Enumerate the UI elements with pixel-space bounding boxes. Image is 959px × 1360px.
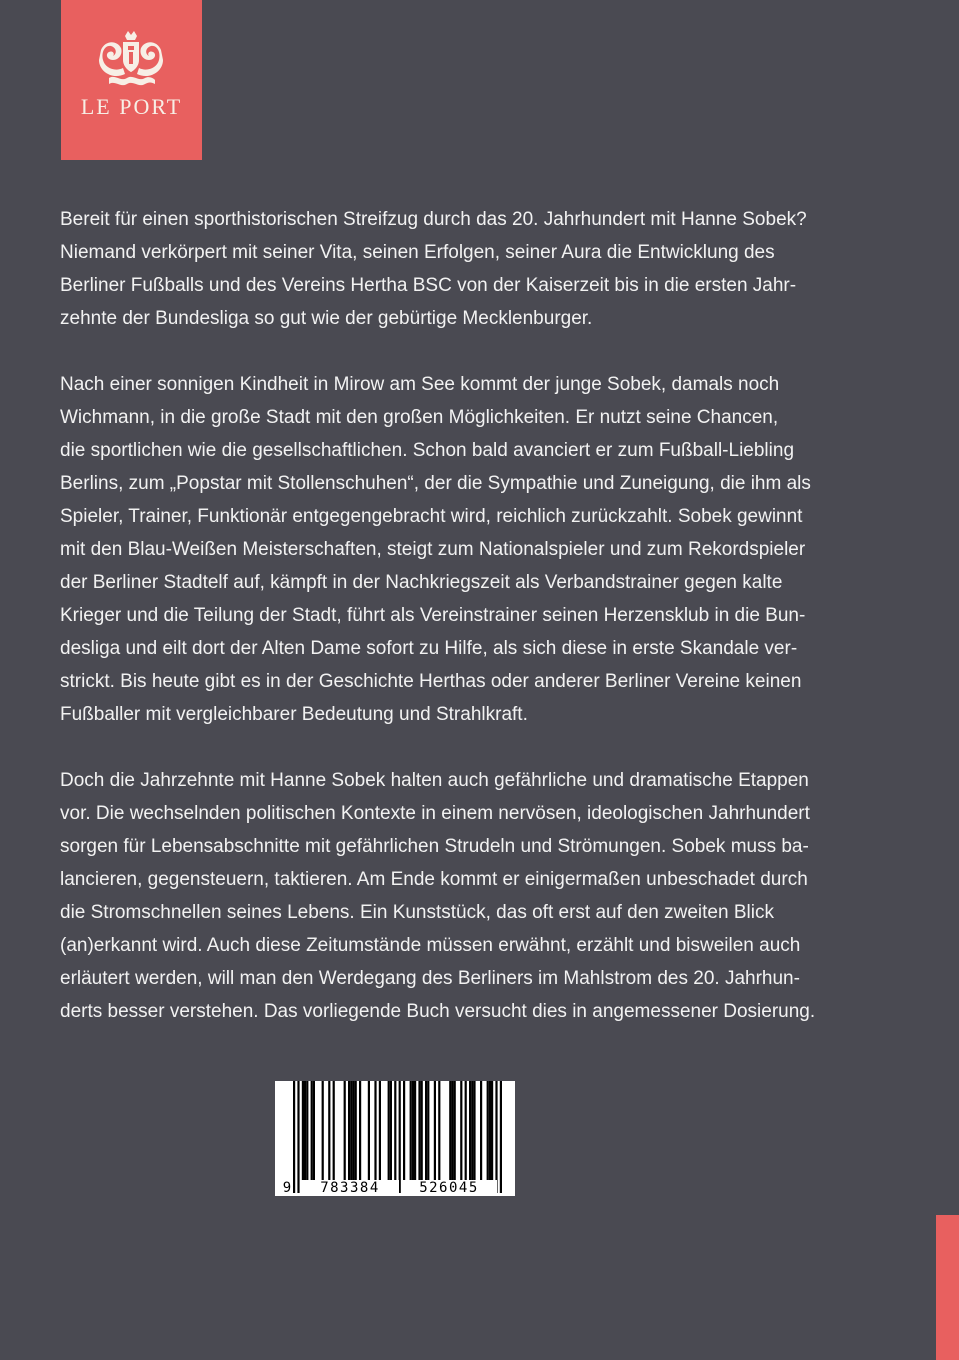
barcode-bar [374,1081,376,1180]
barcode-bar [460,1081,462,1180]
barcode-first-digit: 9 [282,1180,292,1196]
blurb-paragraph-1: Bereit für einen sporthistorischen Streifzug durch das 20. Jahrhundert mit Hanne Sobek? Niemand verkörpert mit seiner Vita, seinen Erfolgen, seiner Aura die Entwicklung des Berliner Fußballs und des Vereins Hertha BSC von der Kaiserzeit bis in die ersten Jahr- zehnte der Bundesliga so gut wie der gebürtige Mecklenburger. [60,209,807,329]
barcode-guard-bar [495,1081,497,1193]
barcode-bar [425,1081,427,1180]
barcode-bar [333,1081,335,1180]
barcode-bar [427,1081,429,1180]
ship-emblem-icon [95,30,167,90]
barcode-bar [465,1081,467,1180]
publisher-logo [61,0,202,160]
barcode-guard-bar [293,1081,295,1193]
barcode-bar [434,1081,436,1180]
barcode-bar [311,1081,313,1180]
barcode-bar [489,1081,491,1180]
barcode-bar [471,1081,473,1180]
barcode-bar [487,1081,489,1180]
barcode-guard-bar [394,1081,396,1193]
barcode-bar [491,1081,493,1180]
barcode-bars [275,1081,515,1196]
barcode-bar [328,1081,330,1180]
barcode-bar [454,1081,456,1180]
isbn-barcode [275,1081,515,1196]
barcode-bar [322,1081,324,1180]
barcode-bar [348,1081,350,1180]
blurb-paragraph-2: Nach einer sonnigen Kindheit in Mirow am See kommt der junge Sobek, damals noch Wichmann, in die große Stadt mit den großen Möglichkeiten. Er nutzt seine Chancen, die sportlichen wie die gesellschaftlichen. Schon bald avanciert er zum Fußball-Liebling Berlins, zum „Popstar mit Stollenschuhen“, der die Sympathie und Zuneigung, die ihm als Spieler, Trainer, Funktionär entgegengebracht wird, reichlich zurückzahlt. Sobek gewinnt mit den Blau-Weißen Meisterschaften, steigt zum Nationalspieler und zum Rekordspieler der Berliner Stadtelf auf, kämpft in der Nachkriegszeit als Verbandstrainer gegen kalte Krieger und die Teilung der Stadt, führt als Vereinstrainer seinen Herzensklub in die Bun- desliga und eilt dort der Alten Dame sofort zu Hilfe, als sich diese in erste Skandale ver- strickt. Bis heute gibt es in der Geschichte Herthas oder anderer Berliner Vereine keinen Fußballer mit vergleichbarer Bedeutung und Strahlkraft. [60,374,811,725]
barcode-bar [390,1081,392,1180]
barcode-bar [469,1081,471,1180]
barcode-bar [451,1081,453,1180]
barcode-guard-bar [500,1081,502,1193]
barcode-bar [352,1081,354,1180]
barcode-left-digits: 783384 [301,1180,399,1196]
barcode-guard-bar [399,1081,401,1193]
barcode-bar [473,1081,475,1180]
accent-tab [936,1215,959,1360]
barcode-guard-bar [297,1081,299,1193]
barcode-bar [403,1081,405,1180]
barcode-bar [350,1081,352,1180]
barcode-bar [388,1081,390,1180]
barcode-bar [302,1081,304,1180]
barcode-bar [421,1081,423,1180]
barcode-bar [368,1081,370,1180]
barcode-bar [313,1081,315,1180]
publisher-name: LE PORT [80,94,183,119]
barcode-bar [306,1081,308,1180]
blurb-paragraph-3: Doch die Jahrzehnte mit Hanne Sobek halten auch gefährliche und dramatische Etappen vor. Die wechselnden politischen Kontexte in einem nervösen, ideologischen Jahrhundert sorgen für Lebensabschnitte mit gefährlichen Strudeln und Strömungen. Sobek muss ba- lancieren, gegensteuern, taktieren. Am Ende kommt er einigermaßen unbeschadet durch die Stromschnellen seines Lebens. Ein Kunststück, das oft erst auf den zweiten Blick (an)erkannt wird. Auch diese Zeitumstände müssen erwähnt, erzählt und bisweilen auch erläutert werden, will man den Werdegang des Berliners im Mahlstrom des 20. Jahrhun- derts besser verstehen. Das vorliegende Buch versucht dies in angemessener Dosierung. [60,770,816,1022]
barcode-bar [449,1081,451,1180]
barcode-bar [412,1081,414,1180]
barcode-bar [355,1081,357,1180]
barcode-bar [379,1081,381,1180]
barcode-bar [480,1081,482,1180]
barcode-bar [410,1081,412,1180]
barcode-bar [414,1081,416,1180]
barcode-bar [304,1081,306,1180]
back-cover-blurb [60,203,850,1061]
barcode-bar [344,1081,346,1180]
barcode-bar [438,1081,440,1180]
barcode-bar [418,1081,420,1180]
barcode-bar [359,1081,361,1180]
barcode-right-digits: 526045 [401,1180,497,1196]
